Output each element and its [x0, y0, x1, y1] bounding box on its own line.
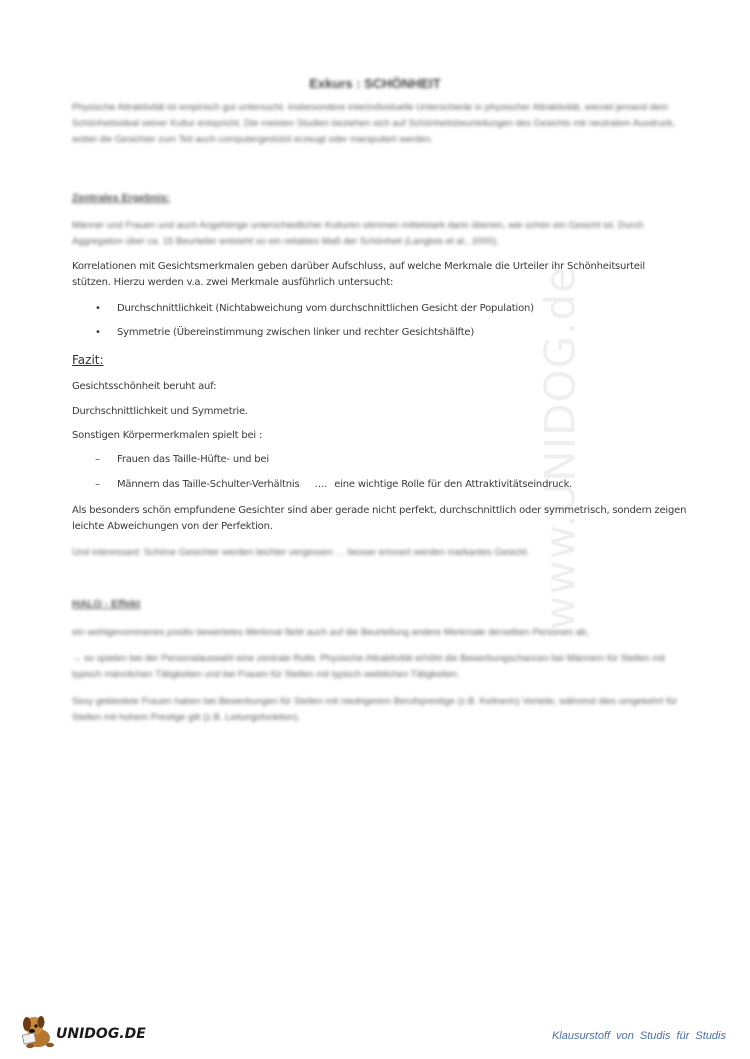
dog-mascot-icon	[22, 1012, 58, 1050]
unidog-logo[interactable]	[22, 1012, 152, 1052]
perfection-paragraph: Als besonders schön empfundene Gesichter sind aber gerade nicht perfekt, durchschnittlich oder symmetrisch, sondern zeigen leichte Abweichungen von der Perfektion.	[72, 505, 687, 532]
fazit-line-1: Gesichtsschönheit beruht auf:	[72, 381, 217, 392]
bullet-icon: •	[95, 327, 101, 338]
logo-text: UNIDOG.DE	[56, 1026, 146, 1042]
bullet-icon: •	[95, 303, 101, 314]
dash-item-women	[95, 454, 269, 465]
fazit-heading: Fazit:	[72, 353, 104, 367]
halo-paragraph-3: Sexy gekleidete Frauen haben bei Bewerbungen für Stellen mit niedrigerem Berufsprestige (z.B. Kellnerin) Vorteile, während dies umgekehrt für Stellen mit hohem Prestige gilt (z.B. Leitungsfunktion).	[72, 696, 678, 723]
dash-text-a: Männern das Taille-Schulter-Verhältnis	[117, 479, 300, 490]
dash-text: Frauen das Taille-Hüfte- und bei	[117, 454, 269, 465]
bullet-text: Durchschnittlichkeit (Nichtabweichung vom durchschnittlichen Gesicht der Population)	[117, 303, 534, 314]
footer-slogan: Klausurstoff von Studis für Studis	[551, 1030, 726, 1042]
dash-icon: –	[95, 454, 100, 465]
section-heading-halo: HALO - Effekt	[72, 598, 141, 610]
halo-paragraph-2: → so spielen bei der Personalauswahl eine zentrale Rolle. Physische Attraktivität erhöht die Bewerbungschancen bei Männern für Stellen mit typisch männlichen Tätigkeiten und bei Frauen für Stellen mit typisch weiblichen Tätigkeiten.	[72, 653, 666, 680]
section-heading-result: Zentrales Ergebnis:	[72, 192, 171, 204]
intro-paragraph: Physische Attraktivität ist empirisch gut untersucht. Insbesondere interindividuelle Unterschiede in physischer Attraktivität, wieviel jemand dem Schönheitsideal seiner Kultur entspricht. Die meisten Studien beziehen sich auf Schönheitsbeurteilungen des Gesichts mit neutralem Ausdruck, wobei die Gesichter zum Teil auch computergestützt erzeugt oder manipuliert werden.	[72, 102, 676, 145]
halo-paragraph-1: ein wohlgenommenes positiv bewertetes Merkmal färbt auch auf die Beurteilung andere Merkmale derselben Personen ab,	[72, 627, 589, 638]
dash-text-b: eine wichtige Rolle für den Attraktivitätseindruck.	[334, 479, 573, 490]
watermark: www.UNIDOG.de	[535, 266, 585, 630]
dash-icon: –	[95, 479, 100, 490]
result-paragraph: Männer und Frauen und auch Angehörige unterschiedlicher Kulturen stimmen mittelstark darin überein, wie schön ein Gesicht ist. Durch Aggregation über ca. 15 Beurteiler entsteht so ein reliables Maß der Schönheit (Langlois et al., 2000).	[72, 220, 644, 247]
bullet-item-symmetry	[95, 327, 474, 338]
fazit-line-3: Sonstigen Körpermerkmalen spielt bei :	[72, 430, 263, 441]
bullet-item-averageness	[95, 303, 534, 314]
page-title: Exkurs : SCHÖNHEIT	[309, 76, 441, 91]
fazit-line-2: Durchschnittlichkeit und Symmetrie.	[72, 406, 248, 417]
dash-dots: ….	[314, 479, 328, 490]
blurred-note: Und interessant: Schöne Gesichter werden leichter vergessen … besser erinnert werden markantes Gesicht.	[72, 547, 530, 558]
bullet-text: Symmetrie (Übereinstimmung zwischen linker und rechter Gesichtshälfte)	[117, 327, 475, 338]
correlations-paragraph: Korrelationen mit Gesichtsmerkmalen geben darüber Aufschluss, auf welche Merkmale die Urteiler ihr Schönheitsurteil stützen. Hierzu werden v.a. zwei Merkmale ausführlich untersucht:	[72, 261, 645, 288]
dash-item-men	[95, 479, 572, 490]
